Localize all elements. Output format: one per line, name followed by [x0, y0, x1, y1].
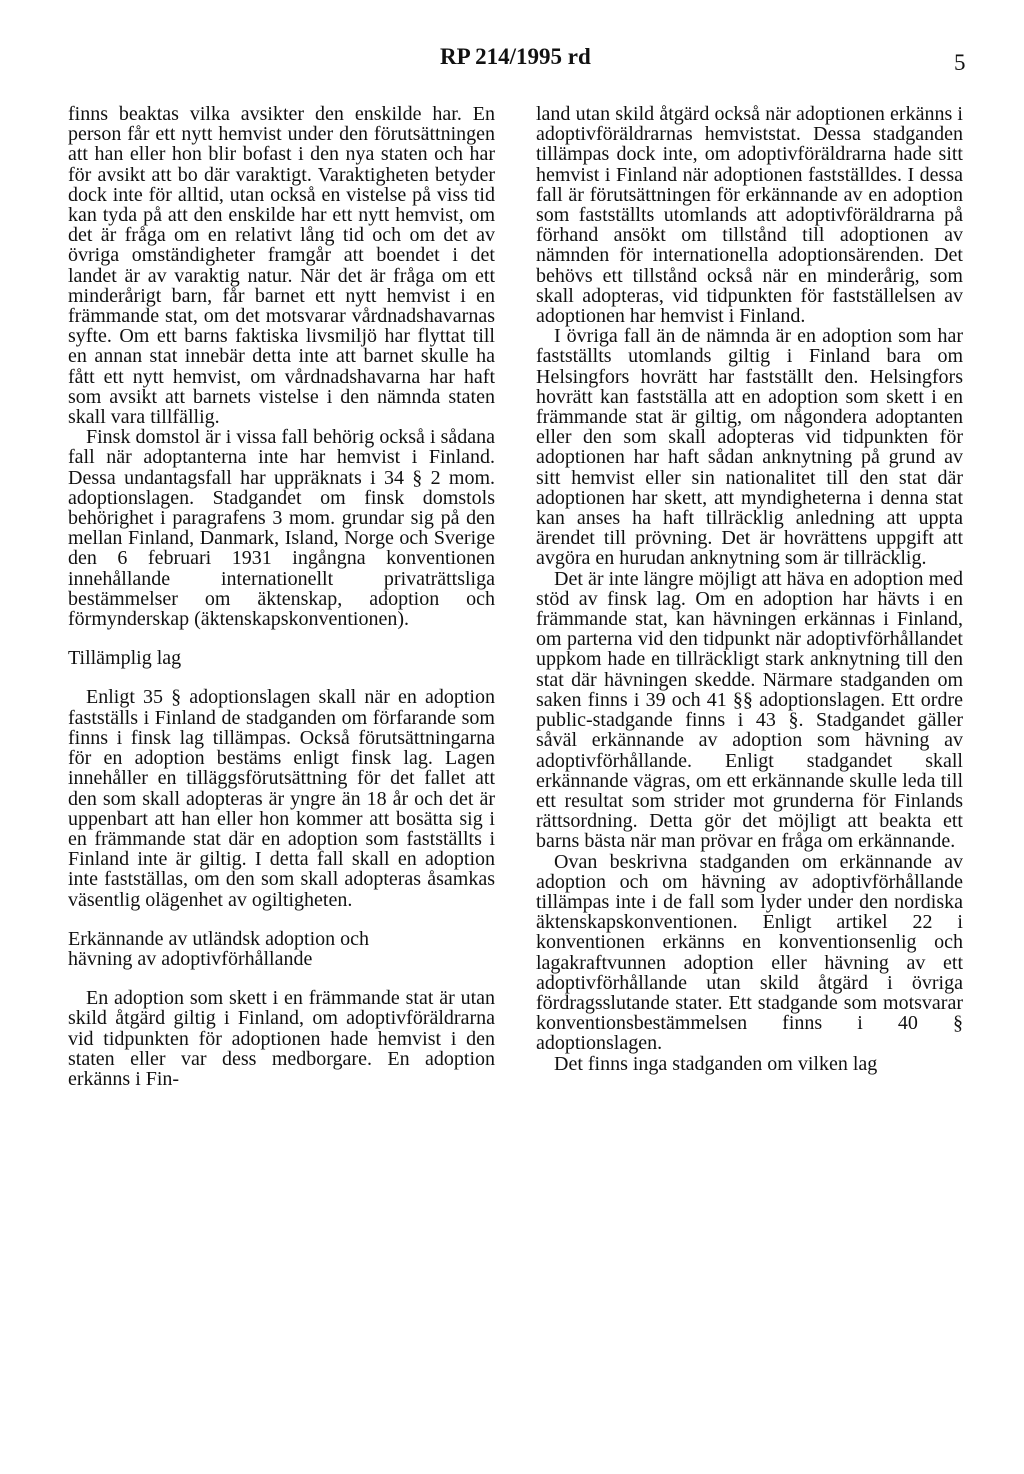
section-heading-erkannande: [68, 929, 495, 969]
section-heading-tillamplig-lag: Tillämplig lag: [68, 647, 182, 670]
paragraph-tillamplig-lag-fortsattning: Det finns inga stadganden om vilken lag: [554, 1052, 878, 1075]
paragraph-adoptivforaldrar: land utan skild åtgärd också när adoptionen erkänns i adoptivföräldrarnas hemviststat. Dessa stadganden tillämpas dock inte, om adoptivföräldrarna hade sitt hemvist i Finland när adoptionen fastställdes. I dessa fall är förutsättningen för erkännande av en adoption som fastställts utomlands att adoptivföräldrarna på förhand ansökt om tillstånd till adoptionen av nämnden för internationella adoptionsärenden. Det behövs ett tillstånd också när en minderårig, som skall adopteras, vid tidpunkten för fastställelsen av adoptionen har hemvist i Finland.: [536, 103, 963, 328]
section-heading-erkannande-line-1: Erkännande av utländsk adoption och: [68, 927, 370, 950]
paragraph-tillamplig-lag: Enligt 35 § adoptionslagen skall när en adoption fastställs i Finland de stadganden om förfarande som finns i finsk lag tillämpas. Också förutsättningarna för en adoption bestäms enligt finsk lag. Lagen innehåller en tilläggsförutsättning för det fallet att den som skall adopteras är yngre än 18 år och det är uppenbart att han eller hon kommer att bosätta sig i en främmande stat där en adoption som fastställts i Finland inte är giltig. I detta fall skall en adoption inte fastställas, om den som skall adopteras åsamkas väsentlig olägenhet av ogiltigheten.: [68, 686, 495, 911]
paragraph-finsk-domstol: Finsk domstol är i vissa fall behörig också i sådana fall när adoptanterna inte har hemvist i Finland. Dessa undantagsfall har uppräknats i 34 § 2 mom. adoptionslagen. Stadgandet om finsk domstols behörighet i paragrafens 3 mom. grundar sig på den mellan Finland, Danmark, Island, Norge och Sverige den 6 februari 1931 ingångna konventionen innehållande internationellt privaträttsliga bestämmelser om äktenskap, adoption och förmynderskap (äktenskapskonventionen).: [68, 426, 495, 631]
page-header: [0, 44, 1024, 84]
paragraph-hemvist: finns beaktas vilka avsikter den enskilde har. En person får ett nytt hemvist under den förutsättningen att han eller hon blir bofast i den nya staten och har för avsikt att bo där varaktigt. Varaktigheten betyder dock inte för alltid, utan också en vistelse på viss tid kan tyda på att den enskilde har ett nytt hemvist, om det är fråga om en relativt lång tid och om det av övriga omständigheter framgår att boendet i det landet är av varaktig natur. När det är fråga om ett minderårigt barn, får barnet ett nytt hemvist i en främmande stat, om det motsvarar vårdnadshavarnas syfte. Om ett barns faktiska livsmiljö har flyttat till en annan stat innebär detta inte att barnet skulle ha fått ett nytt hemvist, om vårdnadshavarna har haft som avsikt att barnets vistelse i den nämnda staten skall vara tillfällig.: [68, 103, 495, 429]
paragraph-havning: Det är inte längre möjligt att häva en adoption med stöd av finsk lag. Om en adoption har hävts i en främmande stat, kan hävningen erkännas i Finland, om parterna vid den tidpunkt när adoptivförhållandet uppkom hade en tillräckligt stark anknytning till den stat där hävningen skedde. Närmare stadganden om saken finns i 39 och 41 §§ adoptionslagen. Ett ordre public-stadgande finns i 43 §. Stadgandet gäller såväl erkännande av adoption som hävning av adoptivförhållande. Enligt stadgandet skall erkännande vägras, om ett erkännande skulle leda till ett resultat som strider mot grunderna för Finlands rättsordning. Detta gör det möjligt att beakta ett barns bästa när man prövar en fråga om erkännande.: [536, 567, 963, 853]
right-column: [536, 104, 963, 1074]
paragraph-helsingfors-hovratt: I övriga fall än de nämnda är en adoption som har fastställts utomlands giltig i Finland bara om Helsingfors hovrätt har fastställt den. Helsingfors hovrätt kan fastställa att en adoption som skett i en främmande stat är giltig, om någondera adoptanten eller den som skall adopteras vid tidpunkten för adoptionen har haft sådan anknytning på grund av sitt hemvist eller sin nationalitet till den stat där adoptionen har skett, att myndigheterna i denna stat kan anses ha haft tillräcklig anledning att uppta ärendet till prövning. Det är hovrättens uppgift att avgöra en hurudan anknytning som är tillräcklig.: [536, 325, 963, 570]
left-column: [68, 104, 495, 1089]
page-number: 5: [954, 50, 966, 75]
document-reference: RP 214/1995 rd: [440, 44, 591, 69]
paragraph-aktenskapskonventionen: Ovan beskrivna stadganden om erkännande av adoption och om hävning av adoptivförhållande tillämpas inte i de fall som lyder under den nordiska äktenskapskonventionen. Enligt artikel 22 i konventionen erkänns en konventionsenlig och lagakraftvunnen adoption eller hävning av ett adoptivförhållande utan skild åtgärd i övriga fördragsslutande stater. Ett stadgande som motsvarar konventionsbestämmelsen finns i 40 § adoptionslagen.: [536, 850, 963, 1055]
paragraph-utlandsk-adoption: En adoption som skett i en främmande stat är utan skild åtgärd giltig i Finland, om adoptivföräldrarna vid tidpunkten för adoptionen hade hemvist i den staten eller var dess medborgare. En adoption erkänns i Fin-: [68, 987, 495, 1090]
section-heading-erkannande-line-2: hävning av adoptivförhållande: [68, 947, 313, 970]
